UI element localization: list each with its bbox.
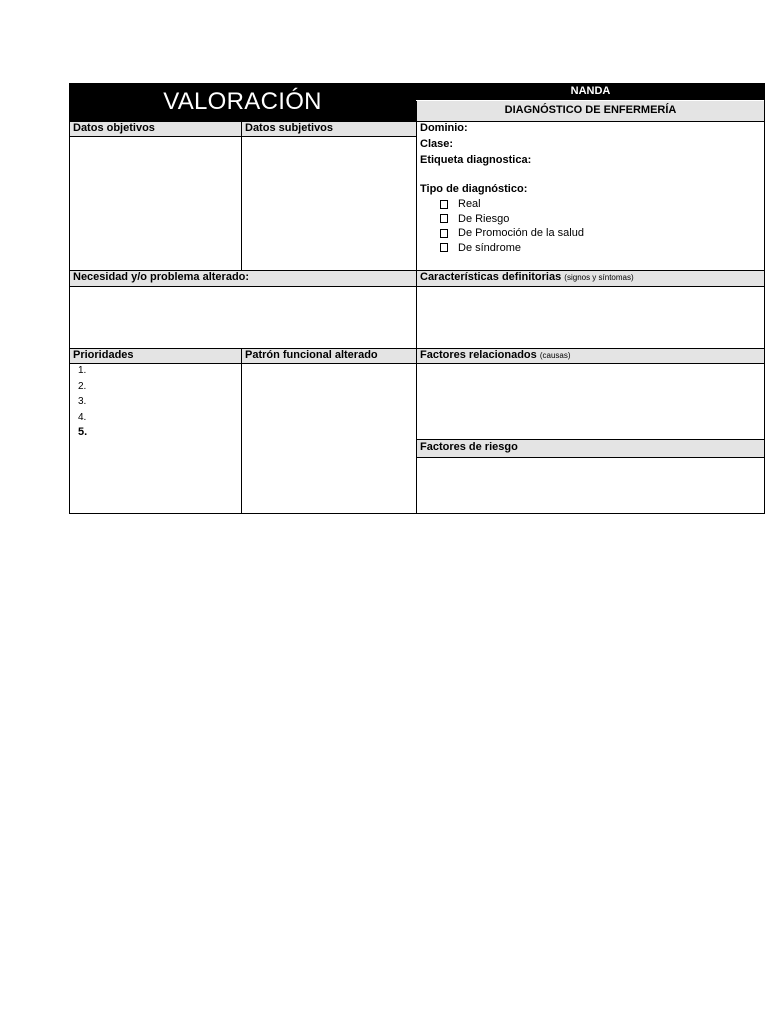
priority-item: 5. (78, 426, 88, 438)
etiqueta-label: Etiqueta diagnostica: (420, 154, 532, 166)
datos-subjetivos-header: Datos subjetivos (245, 122, 334, 134)
factores-relacionados-header (416, 348, 765, 363)
priority-item: 1. (78, 365, 87, 376)
divider (241, 348, 242, 514)
valoracion-title: VALORACIÓN (69, 83, 416, 121)
option-promocion[interactable] (420, 226, 760, 241)
divider (69, 136, 416, 137)
option-real[interactable] (420, 197, 760, 212)
patron-header: Patrón funcional alterado (245, 349, 378, 361)
priority-item: 3. (78, 396, 87, 407)
option-label: Real (458, 198, 481, 210)
prioridades-header: Prioridades (73, 349, 134, 361)
divider (416, 100, 765, 101)
divider (416, 439, 765, 440)
datos-objetivos-header: Datos objetivos (73, 122, 155, 134)
priority-item: 2. (78, 380, 87, 392)
divider (69, 286, 765, 287)
option-riesgo[interactable] (420, 212, 760, 227)
option-label: De síndrome (458, 241, 521, 254)
divider (241, 121, 242, 271)
caracteristicas-header (416, 270, 765, 286)
factores-riesgo-header: Factores de riesgo (416, 439, 765, 457)
divider (416, 101, 417, 514)
checkbox-icon[interactable] (440, 214, 448, 223)
tipo-diagnostico-label: Tipo de diagnóstico: (420, 183, 528, 195)
checkbox-icon[interactable] (440, 243, 448, 252)
factores-relacionados-note: (causas) (539, 351, 571, 360)
clase-label: Clase: (420, 138, 454, 150)
border-right (764, 83, 765, 514)
caracteristicas-label: Características definitorias (420, 271, 562, 283)
divider (69, 363, 765, 364)
divider (69, 348, 765, 349)
border-top (69, 83, 765, 84)
dominio-label: Dominio: (420, 122, 468, 134)
border-left (69, 83, 70, 514)
checkbox-icon[interactable] (440, 200, 448, 209)
option-sindrome[interactable] (420, 241, 760, 256)
checkbox-icon[interactable] (440, 229, 448, 238)
diagnostico-enfermeria-header: DIAGNÓSTICO DE ENFERMERÍA (416, 101, 765, 121)
divider (69, 270, 765, 271)
factores-relacionados-label: Factores relacionados (420, 349, 537, 361)
divider (69, 121, 765, 122)
nursing-care-form (69, 83, 765, 514)
caracteristicas-note: (signos y síntomas) (564, 273, 634, 282)
diagnosis-block (420, 121, 760, 271)
nanda-title: NANDA (416, 83, 765, 100)
option-label: De Riesgo (458, 212, 510, 225)
border-bottom (69, 513, 765, 514)
divider (416, 457, 765, 458)
option-label: De Promoción de la salud (458, 227, 584, 239)
priority-list (69, 363, 241, 441)
priority-item: 4. (78, 411, 87, 423)
necesidad-header: Necesidad y/o problema alterado: (73, 271, 250, 283)
